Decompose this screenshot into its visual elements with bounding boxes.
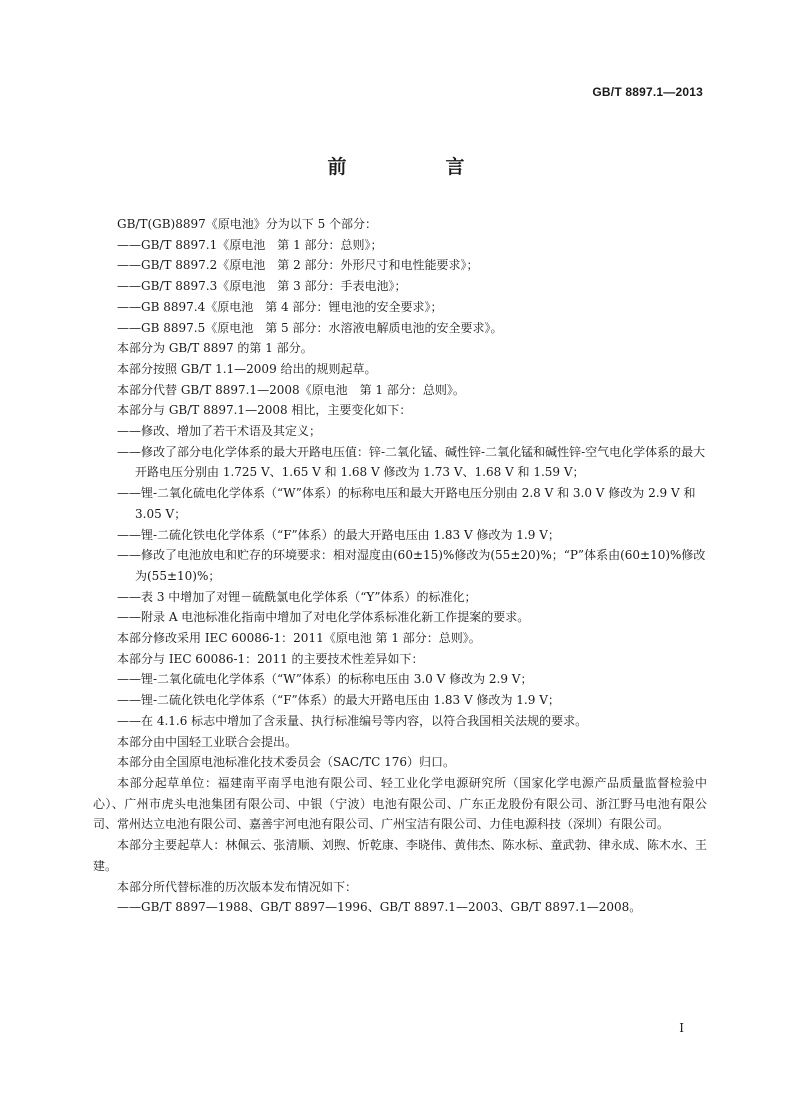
list-item: ——锂-二硫化铁电化学体系（“F”体系）的最大开路电压由 1.83 V 修改为 1.9 V；: [117, 693, 560, 708]
text-line: 本部分与 GB/T 8897.1—2008 相比，主要变化如下：: [117, 403, 412, 418]
page-number: I: [679, 1021, 684, 1035]
drafters-paragraph: 本部分主要起草人：林佩云、张清顺、刘煦、忻乾康、李晓伟、黄伟杰、陈水标、童武勃、律永成、陈木水、王建。: [93, 838, 707, 873]
list-item: ——表 3 中增加了对锂－硫酰氯电化学体系（“Y”体系）的标准化；: [117, 589, 477, 604]
text-line: 本部分由全国原电池标准化技术委员会（SAC/TC 176）归口。: [117, 755, 456, 770]
text-line: 本部分所代替标准的历次版本发布情况如下：: [117, 879, 358, 894]
text-line: GB/T(GB)8897《原电池》分为以下 5 个部分：: [117, 217, 378, 231]
list-item: ——GB 8897.4《原电池 第 4 部分：锂电池的安全要求》；: [117, 299, 443, 314]
text-line: 本部分与 IEC 60086-1：2011 的主要技术性差异如下：: [117, 651, 424, 666]
drafting-units-paragraph: 本部分起草单位：福建南平南孚电池有限公司、轻工业化学电源研究所（国家化学电源产品质量监督检验中心）、广州市虎头电池集团有限公司、中银（宁波）电池有限公司、广东正龙股份有限公司、浙江野马电池有限公司、常州达立电池有限公司、嘉善宇河电池有限公司、广州宝洁有限公司、力佳电源科技（深圳）有限公司。: [93, 775, 707, 832]
text-line: 本部分代替 GB/T 8897.1—2008《原电池 第 1 部分：总则》。: [117, 382, 465, 397]
standard-number: GB/T 8897.1—2013: [592, 85, 703, 99]
list-item: ——修改了部分电化学体系的最大开路电压值：锌-二氧化锰、碱性锌-二氧化锰和碱性锌-空气电化学体系的最大开路电压分别由 1.725 V、1.65 V 和 1.68 V 修改为 1.73 V、1.68 V 和 1.59 V；: [117, 444, 706, 480]
list-item: ——在 4.1.6 标志中增加了含汞量、执行标准编号等内容，以符合我国相关法规的要求。: [117, 713, 588, 728]
page-title: 前 言: [327, 156, 505, 178]
list-item: ——锂-二氧化硫电化学体系（“W”体系）的标称电压由 3.0 V 修改为 2.9 V；: [117, 672, 533, 687]
preface-body: [93, 214, 707, 918]
list-item: ——锂-二氧化硫电化学体系（“W”体系）的标称电压和最大开路电压分别由 2.8 V 和 3.0 V 修改为 2.9 V 和 3.05 V；: [117, 486, 696, 521]
list-item: ——锂-二硫化铁电化学体系（“F”体系）的最大开路电压由 1.83 V 修改为 1.9 V；: [117, 527, 560, 542]
list-item: ——GB/T 8897.3《原电池 第 3 部分：手表电池》；: [117, 279, 407, 294]
list-item: ——GB/T 8897.2《原电池 第 2 部分：外形尺寸和电性能要求》；: [117, 258, 479, 273]
text-line: 本部分为 GB/T 8897 的第 1 部分。: [117, 341, 313, 356]
list-item: ——GB/T 8897.1《原电池 第 1 部分：总则》；: [117, 237, 383, 252]
list-item: ——附录 A 电池标准化指南中增加了对电化学体系标准化新工作提案的要求。: [117, 610, 530, 625]
text-line: 本部分由中国轻工业联合会提出。: [117, 734, 298, 749]
list-item: ——GB 8897.5《原电池 第 5 部分：水溶液电解质电池的安全要求》。: [117, 320, 503, 335]
text-line: 本部分修改采用 IEC 60086-1：2011《原电池 第 1 部分：总则》。: [117, 631, 481, 646]
text-line: 本部分按照 GB/T 1.1—2009 给出的规则起草。: [117, 361, 377, 376]
list-item: ——GB/T 8897—1988、GB/T 8897—1996、GB/T 8897.1—2003、GB/T 8897.1—2008。: [117, 900, 642, 915]
list-item: ——修改了电池放电和贮存的环境要求：相对湿度由(60±15)%修改为(55±20)%；“P”体系由(60±10)%修改为(55±10)%；: [117, 548, 706, 583]
list-item: ——修改、增加了若干术语及其定义；: [117, 424, 322, 439]
